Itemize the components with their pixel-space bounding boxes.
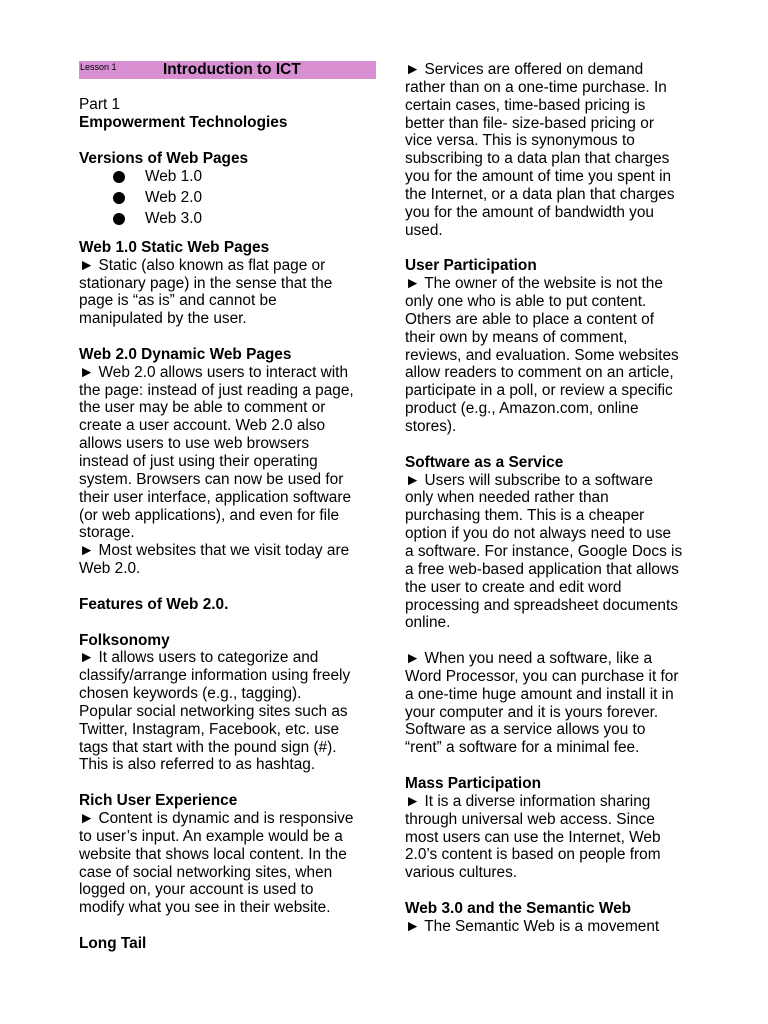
text-line: through universal web access. Since [405, 810, 655, 828]
text-line: Web 2.0. [79, 560, 141, 578]
text-line: stores). [405, 418, 457, 435]
text-line: “rent” a software for a minimal fee. [405, 739, 640, 757]
text-line: ► Static (also known as flat page or [79, 256, 326, 274]
section-heading: Folksonomy [79, 631, 170, 649]
text-line: 2.0’s content is based on people from [405, 846, 661, 864]
section-heading: Software as a Service [405, 453, 564, 471]
text-line: a free web-based application that allows [405, 560, 679, 578]
text-line: processing and spreadsheet documents [405, 596, 678, 614]
text-line: product (e.g., Amazon.com, online [405, 400, 639, 418]
text-line: you for the amount of bandwidth you [405, 203, 654, 221]
text-line: logged on, your account is used to [79, 881, 314, 899]
text-line: case of social networking sites, when [79, 863, 333, 881]
text-line: ► Services are offered on demand [405, 61, 644, 78]
text-line: instead of just using their operating [79, 453, 318, 470]
bullet-item: Web 2.0 [145, 189, 203, 206]
text-line: tags that start with the pound sign (#). [79, 738, 337, 756]
text-line: ► When you need a software, like a [405, 650, 653, 668]
text-line: vice versa. This is synonymous to [405, 132, 635, 150]
text-line: option if you do not always need to use [405, 525, 672, 543]
bullet-item: Web 1.0 [145, 168, 203, 185]
section-heading: User Participation [405, 257, 537, 275]
text-line: to user’s input. An example would be a [79, 827, 343, 845]
text-line: ► Users will subscribe to a software [405, 471, 653, 489]
bullet-dot-icon [113, 192, 125, 204]
text-line: a one-time huge amount and install it in [405, 685, 674, 703]
text-line: Word Processor, you can purchase it for [405, 667, 679, 685]
text-line: Popular social networking sites such as [79, 702, 348, 720]
text-line: ► Web 2.0 allows users to interact with [79, 363, 349, 381]
text-line: the Internet, or a data plan that charges [405, 185, 675, 203]
text-line: their own by means of comment, [405, 328, 628, 346]
text-line: This is also referred to as hashtag. [79, 756, 316, 774]
section-heading: Versions of Web Pages [79, 149, 249, 167]
text-line: you for the amount of time you spent in [405, 168, 672, 186]
section-heading: Web 3.0 and the Semantic Web [405, 899, 632, 917]
text-line: reviews, and evaluation. Some websites [405, 346, 679, 364]
text-line: ► The owner of the website is not the [405, 275, 663, 293]
section-heading: Rich User Experience [79, 792, 238, 810]
text-line: storage. [79, 524, 135, 542]
text-line: ► It allows users to categorize and [79, 649, 319, 667]
text-line: manipulated by the user. [79, 310, 247, 328]
bullet-dot-icon [113, 171, 125, 183]
text-line: rather than on a one-time purchase. In [405, 78, 667, 96]
section-heading: Features of Web 2.0. [79, 595, 229, 613]
lesson-label: Lesson 1 [80, 62, 117, 72]
text-line: the page: instead of just reading a page, [79, 381, 354, 399]
bullet-dot-icon [113, 213, 125, 225]
text-line: Software as a service allows you to [405, 721, 646, 739]
text-line: allow readers to comment on an article, [405, 364, 674, 382]
text-line: classify/arrange information using freely [79, 667, 351, 685]
text-line: various cultures. [405, 864, 518, 882]
text-line: chosen keywords (e.g., tagging). [79, 685, 302, 703]
text-line: used. [405, 221, 443, 239]
text-line: online. [405, 614, 451, 632]
section-heading: Empowerment Technologies [79, 113, 288, 131]
section-heading: Web 2.0 Dynamic Web Pages [79, 345, 292, 363]
text-line: certain cases, time-based pricing is [405, 96, 646, 114]
text-line: your computer and it is yours forever. [405, 703, 659, 721]
bullet-item: Web 3.0 [145, 210, 203, 227]
text-line: participate in a poll, or review a specific [405, 382, 673, 400]
text-line: Others are able to place a content of [405, 310, 654, 328]
text-line: ► The Semantic Web is a movement [405, 917, 660, 935]
lesson-title: Introduction to ICT [163, 61, 301, 78]
text-line: (or web applications), and even for file [79, 506, 340, 524]
section-heading: Mass Participation [405, 775, 541, 792]
text-line: Part 1 [79, 96, 121, 113]
text-line: system. Browsers can now be used for [79, 470, 344, 488]
text-line: the user to create and edit word [405, 578, 622, 596]
text-line: page is “as is” and cannot be [79, 292, 277, 310]
text-line: the user may be able to comment or [79, 399, 326, 417]
text-line: website that shows local content. In the [79, 845, 347, 863]
section-heading: Web 1.0 Static Web Pages [79, 238, 270, 256]
text-line: better than file- size-based pricing or [405, 114, 654, 132]
text-line: purchasing them. This is a cheaper [405, 507, 645, 525]
text-line: allows users to use web browsers [79, 435, 310, 453]
text-line: only when needed rather than [405, 489, 609, 507]
text-line: ► Most websites that we visit today are [79, 542, 350, 560]
text-line: only one who is able to put content. [405, 293, 647, 311]
text-line: subscribing to a data plan that charges [405, 150, 670, 168]
section-heading: Long Tail [79, 934, 147, 952]
text-line: stationary page) in the sense that the [79, 274, 333, 292]
text-line: modify what you see in their website. [79, 899, 331, 917]
text-line: create a user account. Web 2.0 also [79, 417, 326, 435]
text-line: most users can use the Internet, Web [405, 828, 661, 846]
text-line: ► It is a diverse information sharing [405, 792, 651, 810]
text-line: ► Content is dynamic and is responsive [79, 810, 354, 827]
text-line: their user interface, application software [79, 488, 352, 506]
text-line: a software. For instance, Google Docs is [405, 542, 683, 560]
text-line: Twitter, Instagram, Facebook, etc. use [79, 720, 340, 738]
